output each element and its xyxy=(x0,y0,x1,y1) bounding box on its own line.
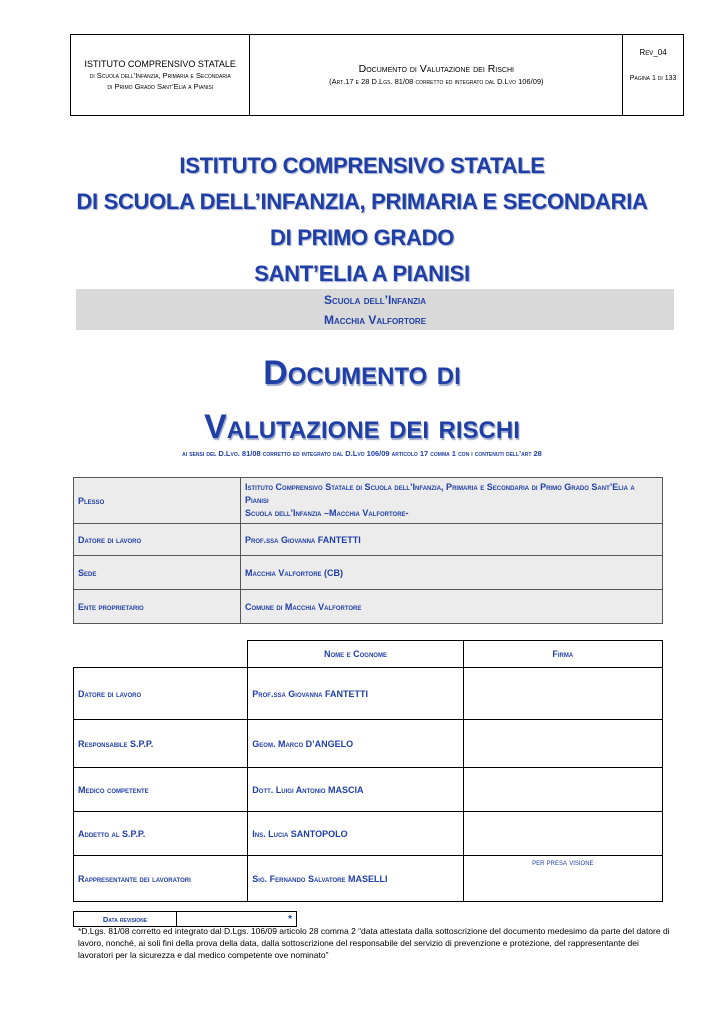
header-document xyxy=(250,35,623,115)
column-header-name: Nome e Cognome xyxy=(248,641,463,668)
info-row-plesso xyxy=(74,478,663,524)
plesso-line2: Scuola dell’Infanzia –Macchia Valfortore- xyxy=(245,508,409,518)
sede-value: Macchia Valfortore (CB) xyxy=(241,556,663,590)
header-org-line1: ISTITUTO COMPRENSIVO STATALE xyxy=(84,59,236,69)
sede-label: Sede xyxy=(74,556,241,590)
person-name: Ins. Lucia SANTOPOLO xyxy=(248,812,463,856)
datore-value: Prof.ssa Giovanna FANTETTI xyxy=(241,524,663,556)
person-name: Dott. Luigi Antonio MASCIA xyxy=(248,768,463,812)
institute-title-line3: DI PRIMO GRADO xyxy=(269,225,455,250)
signature-row xyxy=(74,812,663,856)
signature-row xyxy=(74,768,663,812)
institute-title xyxy=(40,148,684,292)
signature-row xyxy=(74,856,663,902)
role-label: Rappresentante dei lavoratori xyxy=(74,856,248,902)
signatures-header-row xyxy=(74,641,663,668)
header-doc-ref: (Art.17 e 28 D.Lgs. 81/08 corretto ed integrato dal D.Lvo 106/09) xyxy=(329,77,544,86)
info-table xyxy=(73,477,663,624)
header-meta xyxy=(623,35,683,115)
person-name: Geom. Marco D’ANGELO xyxy=(248,720,463,768)
signature-field[interactable] xyxy=(463,812,662,856)
header-page-number: Pagina 1 di 133 xyxy=(629,75,677,82)
page-header xyxy=(70,34,684,116)
institute-title-line2: DI SCUOLA DELL’INFANZIA, PRIMARIA E SECONDARIA xyxy=(76,189,648,214)
signature-row xyxy=(74,668,663,720)
role-label: Addetto al S.P.P. xyxy=(74,812,248,856)
header-org-line2: di Scuola dell’Infanzia, Primaria e Secondaria xyxy=(89,71,231,80)
info-row-ente xyxy=(74,590,663,624)
signature-field[interactable] xyxy=(463,668,662,720)
revision-date-value[interactable]: * xyxy=(288,913,292,925)
footnote: *D.Lgs. 81/08 corretto ed integrato dal D.Lgs. 106/09 articolo 28 comma 2 “data attestata dalla sottoscrizione del documento medesimo da parte del datore di lavoro, nonché, ai soli fini della prova della data, dalla sottoscrizione del responsabile del servizio di prevenzione e protezione, del rappresentante dei lavoratori per la sicurezza e dal medico competente ove nominato” xyxy=(78,926,670,960)
plesso-value xyxy=(241,478,663,524)
school-band xyxy=(76,289,674,330)
revision-date-label: Data revisione xyxy=(74,912,177,926)
document-title-line2: Valutazione dei rischi xyxy=(204,408,520,446)
institute-title-line4: SANT’ELIA A PIANISI xyxy=(254,261,470,286)
document-subtitle: ai sensi del D.Lvo. 81/08 corretto ed integrato dal D.Lvo 106/09 articolo 17 comma 1 con i contenuti dell’art 28 xyxy=(182,449,542,458)
column-header-signature: Firma xyxy=(463,641,662,668)
ente-label: Ente proprietario xyxy=(74,590,241,624)
info-row-sede xyxy=(74,556,663,590)
header-doc-title: Documento di Valutazione dei Rischi xyxy=(358,63,514,75)
school-name-line1: Scuola dell’Infanzia xyxy=(324,293,426,307)
document-title xyxy=(40,346,684,454)
signatures-table xyxy=(73,640,663,902)
document-title-line1: Documento di xyxy=(263,354,461,392)
signatures-header-blank xyxy=(74,641,248,668)
signature-field[interactable] xyxy=(463,720,662,768)
header-revision: Rev_04 xyxy=(639,48,667,57)
header-organization xyxy=(71,35,250,115)
header-org-line3: di Primo Grado Sant’Elia a Pianisi xyxy=(107,82,214,91)
plesso-line1: Istituto Comprensivo Statale di Scuola dell’Infanzia, Primaria e Secondaria di Primo Grado Sant’Elia a Pianisi xyxy=(245,482,635,505)
plesso-label: Plesso xyxy=(74,478,241,524)
signature-row xyxy=(74,720,663,768)
institute-title-line1: ISTITUTO COMPRENSIVO STATALE xyxy=(179,153,545,178)
person-name: Prof.ssa Giovanna FANTETTI xyxy=(248,668,463,720)
datore-label: Datore di lavoro xyxy=(74,524,241,556)
ente-value: Comune di Macchia Valfortore xyxy=(241,590,663,624)
info-row-datore xyxy=(74,524,663,556)
role-label: Medico competente xyxy=(74,768,248,812)
role-label: Datore di lavoro xyxy=(74,668,248,720)
role-label: Responsabile S.P.P. xyxy=(74,720,248,768)
signature-field[interactable]: per presa visione xyxy=(463,856,662,902)
person-name: Sig. Fernando Salvatore MASELLI xyxy=(248,856,463,902)
signature-field[interactable] xyxy=(463,768,662,812)
school-name-line2: Macchia Valfortore xyxy=(323,313,427,327)
